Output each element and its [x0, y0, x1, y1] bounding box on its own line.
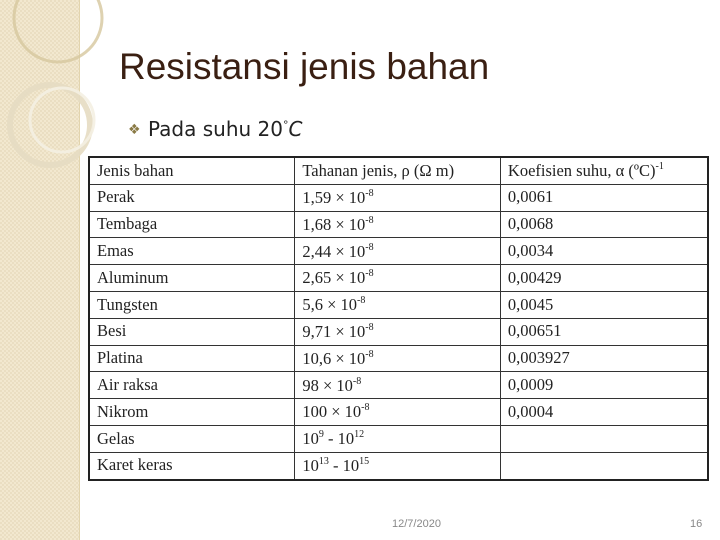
cell-coefficient: 0,0004: [500, 399, 708, 426]
cell-material: Gelas: [89, 425, 295, 452]
resistivity-base: 2,44 × 10: [302, 241, 366, 261]
footer-date: 12/7/2020: [392, 518, 441, 530]
resistivity-base: 1,59 × 10: [302, 187, 366, 207]
cell-resistivity: [295, 238, 501, 265]
subtitle-prefix: Pada suhu 20: [148, 117, 283, 141]
resistivity-base: 2,65 × 10: [302, 268, 366, 288]
resistivity-exp: -8: [365, 348, 374, 360]
table-header-row: [89, 157, 708, 184]
cell-resistivity: [295, 265, 501, 292]
cell-material: Emas: [89, 238, 295, 265]
table-row: [89, 372, 708, 399]
cell-resistivity: [295, 399, 501, 426]
cell-coefficient: 0,0061: [500, 184, 708, 211]
cell-coefficient: [500, 425, 708, 452]
table-row: [89, 291, 708, 318]
cell-resistivity: [295, 345, 501, 372]
header-material: Jenis bahan: [89, 157, 295, 184]
range-to-base: 10: [337, 429, 355, 449]
cell-material: Platina: [89, 345, 295, 372]
cell-material: Tembaga: [89, 211, 295, 238]
range-from-exp: 13: [318, 455, 329, 467]
cell-resistivity: [295, 318, 501, 345]
range-separator: -: [323, 429, 338, 449]
cell-resistivity: [295, 372, 501, 399]
subtitle: [128, 117, 302, 141]
resistivity-exp: -8: [357, 295, 366, 307]
cell-resistivity: [295, 184, 501, 211]
table-row: [89, 238, 708, 265]
table-row: [89, 265, 708, 292]
resistivity-exp: -8: [365, 187, 374, 199]
table-row: [89, 184, 708, 211]
subtitle-degree: °: [282, 118, 289, 132]
table-row: [89, 425, 708, 452]
cell-coefficient: 0,0045: [500, 291, 708, 318]
cell-resistivity: [295, 452, 501, 479]
table-row: [89, 345, 708, 372]
cell-coefficient: 0,0068: [500, 211, 708, 238]
cell-material: Tungsten: [89, 291, 295, 318]
resistivity-exp: -8: [365, 268, 374, 280]
range-to-exp: 15: [359, 455, 370, 467]
header-coefficient: [500, 157, 708, 184]
cell-material: Perak: [89, 184, 295, 211]
resistivity-exp: -8: [365, 241, 374, 253]
range-to-base: 10: [342, 455, 360, 475]
cell-coefficient: 0,0009: [500, 372, 708, 399]
table-row: [89, 211, 708, 238]
bullet-icon: ❖: [128, 122, 141, 138]
cell-material: Karet keras: [89, 452, 295, 479]
header-coefficient-exp: -1: [655, 161, 664, 173]
header-resistivity: Tahanan jenis, ρ (Ω m): [295, 157, 501, 184]
footer-page-number: 16: [690, 518, 703, 530]
resistivity-exp: -8: [365, 321, 374, 333]
resistivity-base: 100 × 10: [302, 402, 362, 422]
resistivity-base: 98 × 10: [302, 375, 353, 395]
table-row: [89, 318, 708, 345]
cell-material: Besi: [89, 318, 295, 345]
resistivity-base: 9,71 × 10: [302, 321, 366, 341]
cell-coefficient: [500, 452, 708, 479]
range-from-exp: 9: [318, 429, 324, 441]
cell-material: Aluminum: [89, 265, 295, 292]
range-to-exp: 12: [354, 429, 365, 441]
resistivity-base: 5,6 × 10: [302, 295, 358, 315]
resistivity-table: [88, 156, 709, 481]
subtitle-unit: C: [288, 117, 303, 141]
resistivity-exp: -8: [361, 402, 370, 414]
cell-material: Air raksa: [89, 372, 295, 399]
cell-resistivity: [295, 291, 501, 318]
table-row: [89, 452, 708, 479]
cell-resistivity: [295, 425, 501, 452]
header-coefficient-text: Koefisien suhu, α (ºC): [507, 161, 656, 181]
cell-coefficient: 0,0034: [500, 238, 708, 265]
cell-coefficient: 0,00429: [500, 265, 708, 292]
resistivity-base: 10,6 × 10: [302, 348, 366, 368]
cell-resistivity: [295, 211, 501, 238]
resistivity-exp: -8: [352, 375, 362, 387]
range-from-base: 10: [302, 429, 319, 449]
range-from-base: 10: [302, 455, 319, 475]
resistivity-base: 1,68 × 10: [302, 214, 366, 234]
slide-title: Resistansi jenis bahan: [119, 46, 490, 87]
range-separator: -: [328, 455, 343, 475]
resistivity-exp: -8: [365, 214, 374, 226]
cell-coefficient: 0,003927: [500, 345, 708, 372]
cell-coefficient: 0,00651: [500, 318, 708, 345]
table-row: [89, 399, 708, 426]
cell-material: Nikrom: [89, 399, 295, 426]
